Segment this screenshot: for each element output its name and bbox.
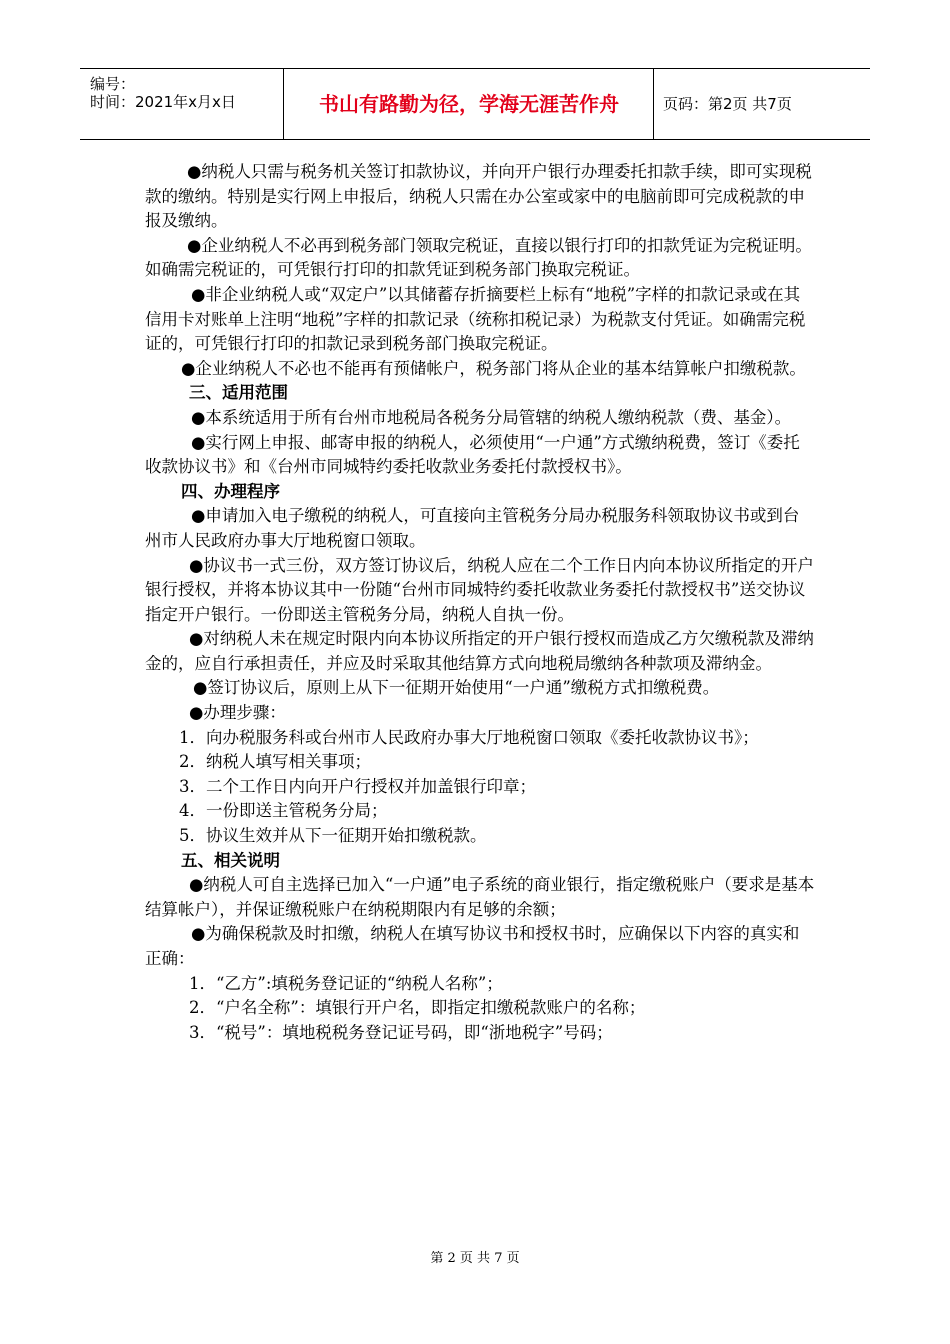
paragraph: 3．二个工作日内向开户行授权并加盖银行印章；	[179, 776, 536, 796]
paragraph: ●纳税人只需与税务机关签订扣款协议，并向开户银行办理委托扣款手续，即可实现税款的缴纳。特别是实行网上申报后，纳税人只需在办公室或家中的电脑前即可完成税款的申报及缴纳。	[145, 162, 812, 231]
section-heading: 三、适用范围	[189, 383, 288, 403]
paragraph: 3．“税号”：填地税税务登记证号码，即“浙地税字”号码；	[189, 1022, 613, 1042]
paragraph: ●企业纳税人不必再到税务部门领取完税证，直接以银行打印的扣款凭证为完税证明。如确需完税证的，可凭银行打印的扣款凭证到税务部门换取完税证。	[145, 235, 812, 280]
paragraph: ●申请加入电子缴税的纳税人，可直接向主管税务分局办税服务科领取协议书或到台州市人民政府办事大厅地税窗口领取。	[145, 506, 800, 550]
header-divider	[653, 69, 654, 139]
paragraph: ●纳税人可自主选择已加入“一户通”电子系统的商业银行，指定缴税账户（要求是基本结算帐户），并保证缴税账户在纳税期限内有足够的余额；	[145, 875, 815, 919]
section-heading: 五、相关说明	[181, 850, 280, 870]
section-heading: 四、办理程序	[181, 481, 280, 501]
paragraph: 4．一份即送主管税务分局；	[179, 801, 388, 821]
document-number-label: 编号：	[90, 75, 136, 93]
page-footer: 第 2 页 共 7 页	[430, 1251, 520, 1266]
header-motto: 书山有路勤为径，学海无涯苦作舟	[319, 92, 619, 116]
page-header	[80, 68, 870, 140]
document-time-label: 时间：2021年x月x日	[90, 93, 236, 111]
paragraph: 1．“乙方”:填税务登记证的“纳税人名称”；	[189, 973, 503, 993]
header-meta	[80, 69, 283, 139]
paragraph: ●对纳税人未在规定时限内向本协议所指定的开户银行授权而造成乙方欠缴税款及滞纳金的，应自行承担责任，并应及时采取其他结算方式向地税局缴纳各种款项及滞纳金。	[145, 629, 814, 673]
document-body	[145, 160, 815, 1045]
paragraph: ●实行网上申报、邮寄申报的纳税人，必须使用“一户通”方式缴纳税费，签订《委托收款协议书》和《台州市同城特约委托收款业务委托付款授权书》。	[145, 432, 800, 477]
paragraph: ●本系统适用于所有台州市地税局各税务分局管辖的纳税人缴纳税款（费、基金）。	[191, 407, 792, 427]
header-page-info: 页码：第2页 共7页	[663, 95, 792, 113]
paragraph: ●办理步骤：	[189, 703, 286, 723]
paragraph: 1．向办税服务科或台州市人民政府办事大厅地税窗口领取《委托收款协议书》；	[179, 727, 759, 747]
paragraph: ●非企业纳税人或“双定户”以其储蓄存折摘要栏上标有“地税”字样的扣款记录或在其信用卡对账单上注明“地税”字样的扣款记录（统称扣税记录）为税款支付凭证。如确需完税证的，可凭银行打印的扣款记录到税务部门换取完税证。	[145, 284, 806, 354]
paragraph: ●协议书一式三份，双方签订协议后，纳税人应在二个工作日内向本协议所指定的开户银行授权，并将本协议其中一份随“台州市同城特约委托收款业务委托付款授权书”送交协议指定开户银行。一份即送主管税务分局，纳税人自执一份。	[145, 555, 814, 624]
paragraph: ●签订协议后，原则上从下一征期开始使用“一户通”缴税方式扣缴税费。	[193, 678, 720, 698]
paragraph: 2．纳税人填写相关事项；	[179, 752, 371, 772]
header-divider	[283, 69, 284, 139]
paragraph: ●为确保税款及时扣缴，纳税人在填写协议书和授权书时，应确保以下内容的真实和正确：	[145, 924, 800, 968]
paragraph: ●企业纳税人不必也不能再有预储帐户，税务部门将从企业的基本结算帐户扣缴税款。	[181, 358, 806, 378]
paragraph: 5．协议生效并从下一征期开始扣缴税款。	[179, 826, 487, 846]
paragraph: 2．“户名全称”：填银行开户名，即指定扣缴税款账户的名称；	[189, 998, 646, 1018]
